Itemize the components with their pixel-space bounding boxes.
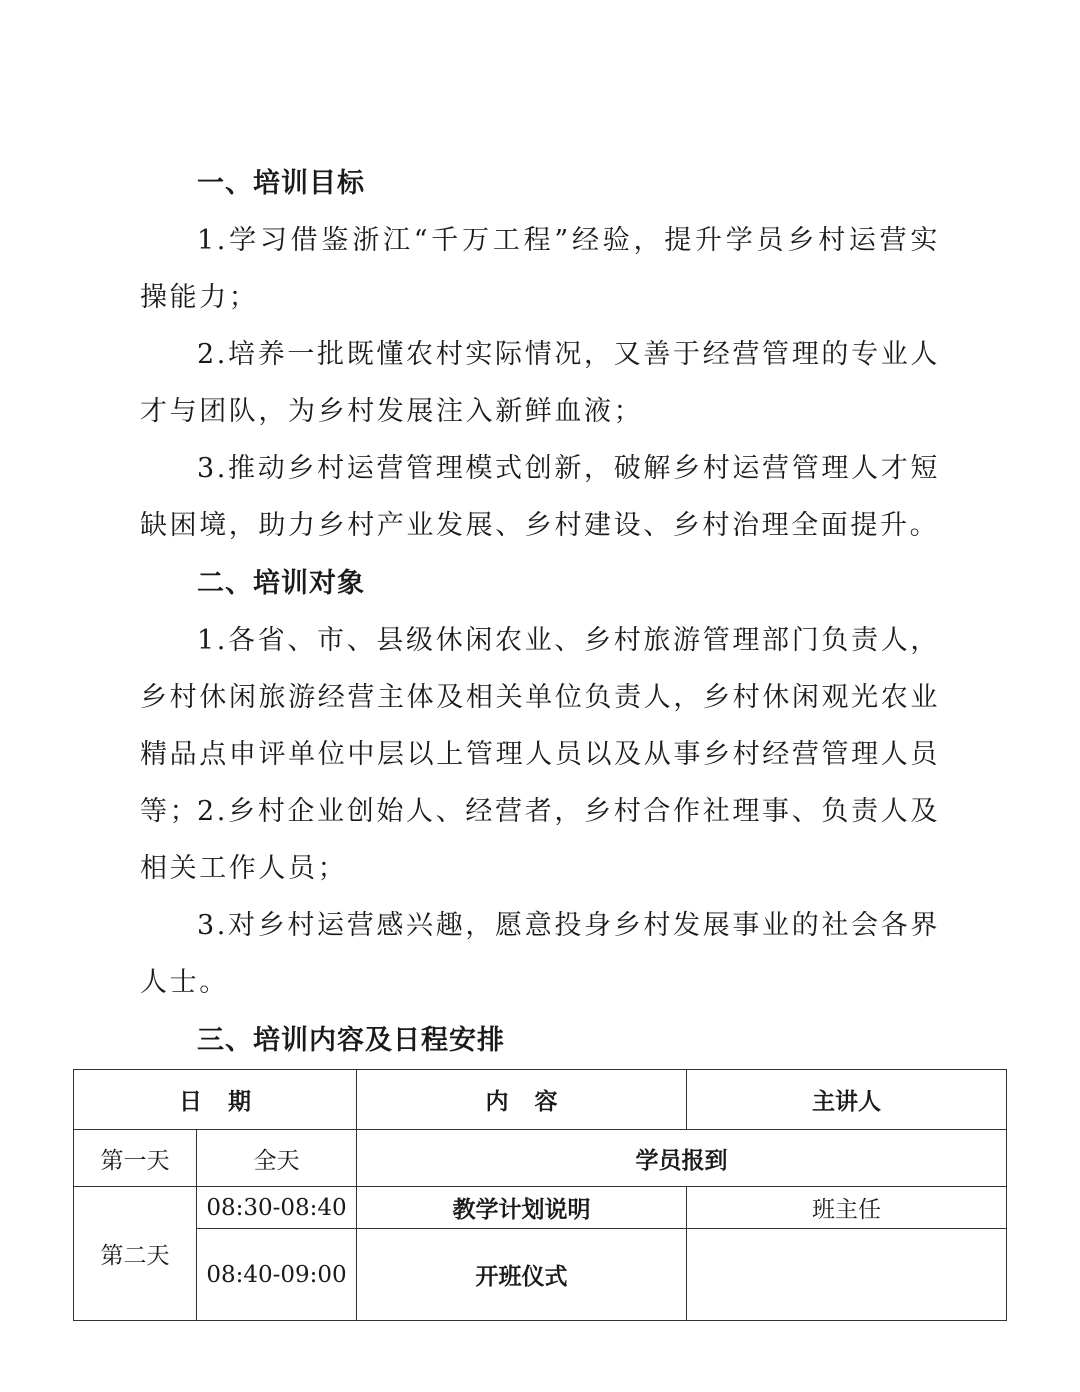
day-label: 第一天 [74,1130,197,1187]
speaker-cell [687,1229,1007,1321]
time-cell: 全天 [197,1130,357,1187]
audience-item-2: 2.乡村企业创始人、经营者，乡村合作社理事、负责人及相关工作人员； [140,796,940,884]
schedule-table [73,1069,1007,1321]
goal-item-3: 3.推动乡村运营管理模式创新，破解乡村运营管理人才短缺困境，助力乡村产业发展、乡村建设、乡村治理全面提升。 [140,453,940,541]
header-date: 日期 [74,1070,357,1130]
section-heading-goals: 一、培训目标 [197,168,365,199]
goal-item-1: 1.学习借鉴浙江“千万工程”经验，提升学员乡村运营实操能力； [140,225,940,313]
audience-item-3: 3.对乡村运营感兴趣，愿意投身乡村发展事业的社会各界人士。 [140,910,940,998]
time-cell: 08:30-08:40 [197,1187,357,1229]
header-speaker: 主讲人 [687,1070,1007,1130]
content-cell: 学员报到 [357,1130,1007,1187]
table-row [74,1187,1007,1229]
table-row [74,1130,1007,1187]
day-label: 第二天 [74,1187,197,1321]
header-content: 内容 [357,1070,687,1130]
table-header-row [74,1070,1007,1130]
time-cell: 08:40-09:00 [197,1229,357,1321]
section-heading-audience: 二、培训对象 [197,568,365,599]
goal-item-2: 2.培养一批既懂农村实际情况，又善于经营管理的专业人才与团队，为乡村发展注入新鲜血液； [140,339,940,427]
content-cell: 教学计划说明 [357,1187,687,1229]
content-cell: 开班仪式 [357,1229,687,1321]
audience-item-1: 1.各省、市、县级休闲农业、乡村旅游管理部门负责人，乡村休闲旅游经营主体及相关单位负责人，乡村休闲观光农业精品点申评单位中层以上管理人员以及从事乡村经营管理人员等； [140,625,940,827]
speaker-cell: 班主任 [687,1187,1007,1229]
table-row [74,1229,1007,1321]
section-heading-schedule: 三、培训内容及日程安排 [197,1025,505,1056]
